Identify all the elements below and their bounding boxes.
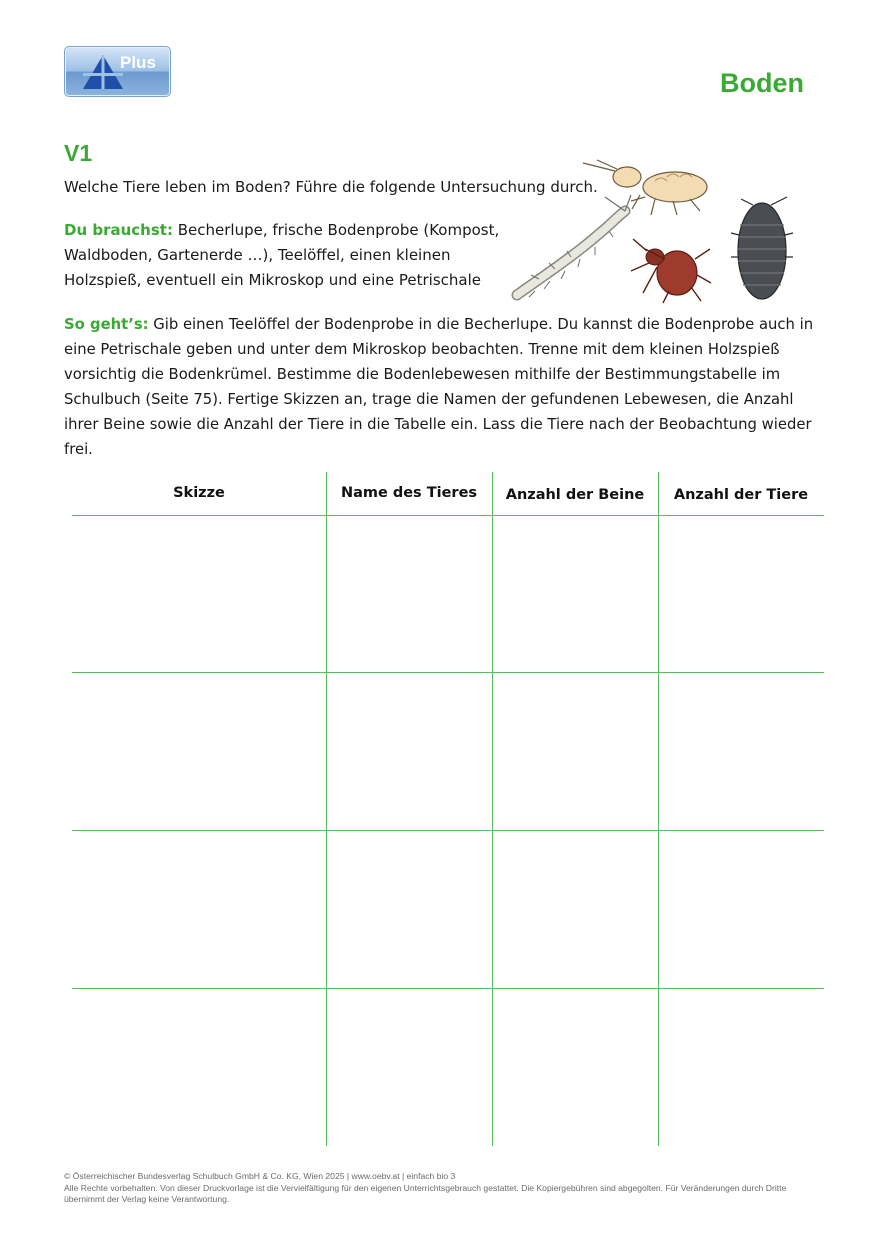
procedure-text: Gib einen Teelöffel der Bodenprobe in die Becherlupe. Du kannst die Bodenprobe auch in eine Petrischale geben und unter dem Mikroskop beobachten. Trenne mit dem kleinen Holzspieß vorsichtig die Bodenkrümel. Bestimme die Bodenlebewesen mithilfe der Bestimmungstabelle im Schulbuch (Seite 75). Fertige Skizzen an, trage die Namen der gefundenen Lebewesen, die Anzahl ihrer Beine sowie die Anzahl der Tiere in die Tabelle ein. Lass die Tiere nach der Beobachtung wieder frei.	[64, 316, 814, 458]
triangle-logo-icon	[81, 53, 125, 91]
table-cell-name[interactable]	[327, 831, 492, 988]
table-cell-legs[interactable]	[493, 673, 658, 830]
copyright-footer	[64, 1171, 824, 1206]
table-cell-name[interactable]	[327, 673, 492, 830]
column-header-animal-name: Name des Tieres	[340, 485, 478, 501]
table-cell-name[interactable]	[327, 516, 492, 672]
table-cell-count[interactable]	[659, 989, 824, 1146]
table-cell-sketch[interactable]	[72, 989, 326, 1146]
footer-rights-line: Alle Rechte vorbehalten. Von dieser Druckvorlage ist die Vervielfältigung für den eigenen Unterrichtsgebrauch gestattet. Die Kopiergebühren sind abgegolten. Für Veränderungen durch Dritte übernimmt der Verlag keine Verantwortung.	[64, 1182, 787, 1204]
column-header-animal-count: Anzahl der Tiere	[673, 487, 809, 503]
publisher-logo	[64, 46, 171, 97]
table-cell-count[interactable]	[659, 516, 824, 672]
materials-text: Becherlupe, frische Bodenprobe (Kompost, Waldboden, Gartenerde …), Teelöffel, einen kleinen Holzspieß, eventuell ein Mikroskop und eine Petrischale	[64, 221, 500, 289]
column-header-sketch: Skizze	[173, 485, 225, 501]
woodlouse-icon	[731, 197, 793, 299]
table-cell-name[interactable]	[327, 989, 492, 1146]
materials-paragraph	[64, 218, 504, 293]
task-id: V1	[64, 140, 93, 166]
table-cell-count[interactable]	[659, 673, 824, 830]
millipede-icon	[517, 195, 631, 297]
table-cell-legs[interactable]	[493, 831, 658, 988]
table-cell-sketch[interactable]	[72, 831, 326, 988]
task-intro: Welche Tiere leben im Boden? Führe die folgende Untersuchung durch.	[64, 178, 598, 196]
springtail-icon	[583, 160, 707, 215]
table-cell-legs[interactable]	[493, 989, 658, 1146]
table-cell-sketch[interactable]	[72, 516, 326, 672]
footer-copyright-line: © Österreichischer Bundesverlag Schulbuch GmbH & Co. KG, Wien 2025 | www.oebv.at | einfach bio 3	[64, 1171, 456, 1181]
mite-icon	[631, 239, 711, 303]
materials-label: Du brauchst:	[64, 221, 173, 239]
table-cell-count[interactable]	[659, 831, 824, 988]
logo-text: Plus	[120, 53, 156, 72]
soil-animals-illustration	[505, 155, 805, 305]
topic-title: Boden	[720, 68, 804, 98]
table-cell-legs[interactable]	[493, 516, 658, 672]
observation-table	[72, 472, 824, 1146]
table-cell-sketch[interactable]	[72, 673, 326, 830]
procedure-label: So geht’s:	[64, 316, 149, 333]
procedure-paragraph	[64, 312, 824, 462]
column-header-leg-count: Anzahl der Beine	[505, 487, 645, 503]
